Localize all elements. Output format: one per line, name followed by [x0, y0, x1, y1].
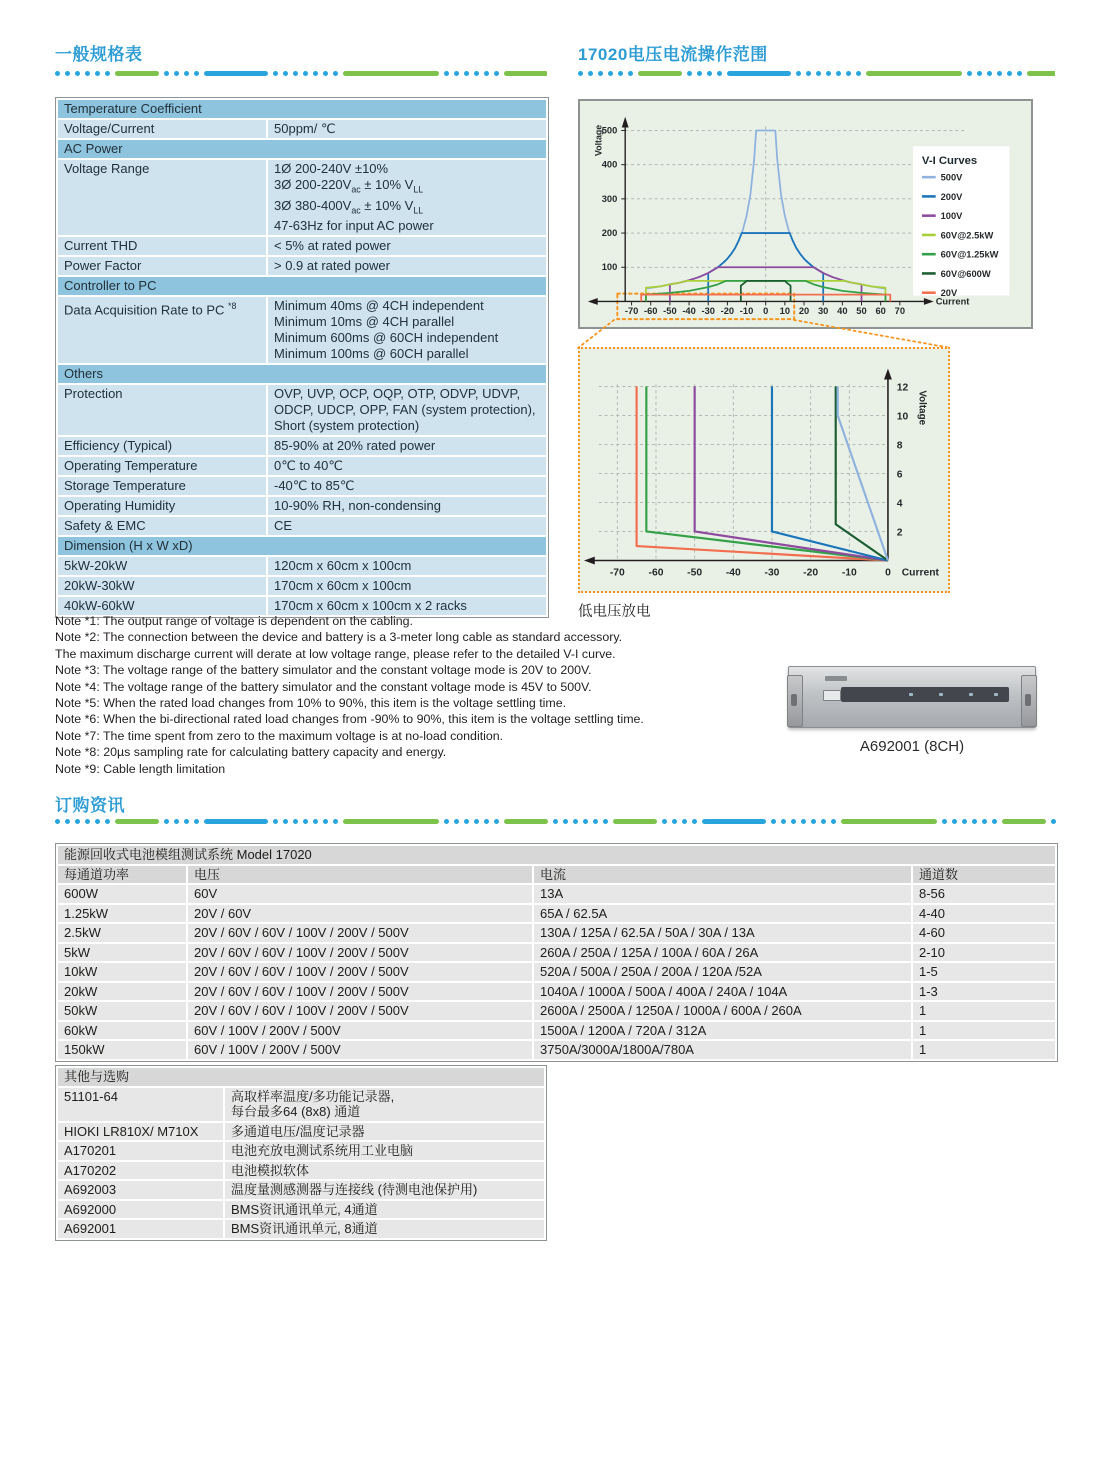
svg-text:200V: 200V	[940, 191, 963, 202]
section-divider	[578, 70, 1055, 76]
cell: 1040A / 1000A / 500A / 400A / 240A / 104A	[534, 983, 911, 1001]
svg-text:Voltage: Voltage	[593, 124, 604, 157]
spec-label-cell: Safety & EMC	[58, 517, 266, 535]
table-row	[58, 1162, 544, 1180]
spec-value-cell: > 0.9 at rated power	[268, 257, 546, 275]
spec-label-cell: Operating Temperature	[58, 457, 266, 475]
options-table	[56, 1066, 546, 1240]
svg-text:60V@1.25kW: 60V@1.25kW	[940, 249, 999, 260]
spec-label-cell: Voltage Range	[58, 160, 266, 235]
table-row	[58, 1142, 544, 1160]
option-desc-cell: 电池模拟软体	[225, 1162, 544, 1180]
note-line: Note *4: The voltage range of the battery simulator and the constant voltage mode is 45V to 500V.	[55, 679, 592, 694]
rack-ear-left	[787, 675, 803, 727]
option-desc-cell: BMS资讯通讯单元, 4通道	[225, 1201, 544, 1219]
svg-text:-20: -20	[803, 567, 819, 579]
options-header-row	[58, 1068, 544, 1086]
cell: 150kW	[58, 1041, 186, 1059]
spec-value-cell: 50ppm/ ℃	[268, 120, 546, 138]
cell: 60V	[188, 885, 532, 903]
device-led	[994, 693, 998, 696]
table-row	[58, 1088, 544, 1121]
spec-value-cell: 10-90% RH, non-condensing	[268, 497, 546, 515]
table-row	[58, 944, 1055, 962]
spec-data-row	[58, 437, 546, 455]
svg-text:0: 0	[885, 567, 891, 579]
rack-ear-right	[1021, 675, 1037, 727]
ordering-section-title: 订购资讯	[55, 796, 125, 815]
spec-value-cell: OVP, UVP, OCP, OQP, OTP, ODVP, UDVP, ODCP, UDCP, OPP, FAN (system protection), Short (system protection)	[268, 385, 546, 435]
cell: 20V / 60V / 60V / 100V / 200V / 500V	[188, 1002, 532, 1020]
svg-text:-40: -40	[725, 567, 741, 579]
spec-data-row	[58, 497, 546, 515]
svg-text:-30: -30	[764, 567, 780, 579]
cell: 2-10	[913, 944, 1055, 962]
option-model-cell: A170202	[58, 1162, 223, 1180]
column-header: 电流	[534, 866, 911, 884]
svg-text:12: 12	[896, 382, 909, 394]
table-row	[58, 1002, 1055, 1020]
cell: 13A	[534, 885, 911, 903]
cell: 3750A/3000A/1800A/780A	[534, 1041, 911, 1059]
svg-text:500: 500	[601, 125, 618, 136]
svg-text:-60: -60	[643, 306, 658, 317]
note-line: Note *2: The connection between the device and battery is a 3-meter long cable as standard accessory.	[55, 630, 623, 645]
cell: 1500A / 1200A / 720A / 312A	[534, 1022, 911, 1040]
svg-text:200: 200	[601, 228, 618, 239]
device-button	[823, 690, 841, 701]
spec-value-cell: < 5% at rated power	[268, 237, 546, 255]
spec-value-cell: 170cm x 60cm x 100cm	[268, 577, 546, 595]
spec-label-cell: Data Acquisition Rate to PC $^{*8}$	[58, 297, 266, 363]
svg-text:100: 100	[601, 262, 618, 273]
spec-section-row	[58, 140, 546, 158]
svg-text:-60: -60	[648, 567, 664, 579]
option-model-cell: A692000	[58, 1201, 223, 1219]
device-led	[969, 693, 973, 696]
svg-text:8: 8	[896, 440, 903, 452]
spec-value-cell: -40℃ to 85℃	[268, 477, 546, 495]
svg-text:100V: 100V	[940, 211, 963, 222]
spec-data-row	[58, 477, 546, 495]
low-voltage-discharge-caption: 低电压放电	[578, 604, 651, 620]
svg-text:Voltage: Voltage	[916, 390, 928, 426]
cell: 1	[913, 1041, 1055, 1059]
note-line: Note *6: When the bi-directional rated load changes from -90% to 90%, this item is the voltage settling time.	[55, 712, 644, 727]
option-desc-cell: 高取样率温度/多功能记录器, 每台最多64 (8x8) 通道	[225, 1088, 544, 1121]
spec-label-cell: Storage Temperature	[58, 477, 266, 495]
spec-label-cell: 20kW-30kW	[58, 577, 266, 595]
section-divider	[55, 818, 1056, 824]
svg-text:500V: 500V	[940, 172, 963, 183]
cell: 65A / 62.5A	[534, 905, 911, 923]
svg-text:-70: -70	[609, 567, 625, 579]
option-desc-cell: 电池充放电测试系统用工业电脑	[225, 1142, 544, 1160]
spec-value-cell: CE	[268, 517, 546, 535]
table-row	[58, 1041, 1055, 1059]
device-led	[909, 693, 913, 696]
cell: 1	[913, 1002, 1055, 1020]
table-row	[58, 885, 1055, 903]
ordering-title-row	[58, 846, 1055, 864]
cell: 60kW	[58, 1022, 186, 1040]
note-line: Note *1: The output range of voltage is dependent on the cabling.	[55, 614, 413, 628]
svg-text:0: 0	[763, 306, 769, 317]
vi-curves-svg	[580, 101, 1031, 327]
spec-label-cell: 40kW-60kW	[58, 597, 266, 615]
cell: 130A / 125A / 62.5A / 50A / 30A / 13A	[534, 924, 911, 942]
cell: 50kW	[58, 1002, 186, 1020]
svg-text:-10: -10	[841, 567, 857, 579]
option-model-cell: 51101-64	[58, 1088, 223, 1121]
table-row	[58, 1220, 544, 1238]
spec-table-wrap	[55, 97, 549, 618]
spec-data-row	[58, 257, 546, 275]
svg-text:-70: -70	[624, 306, 639, 317]
options-table-wrap	[55, 1065, 547, 1241]
note-line: Note *9: Cable length limitation	[55, 761, 226, 776]
svg-text:20V: 20V	[940, 288, 958, 299]
svg-text:70: 70	[894, 306, 906, 317]
cell: 60V / 100V / 200V / 500V	[188, 1041, 532, 1059]
table-row	[58, 1123, 544, 1141]
spec-data-row	[58, 297, 546, 363]
table-row	[58, 1201, 544, 1219]
device-front-strip	[841, 687, 1009, 702]
note-line: Note *7: The time spent from zero to the maximum voltage is at no-load condition.	[55, 728, 504, 743]
svg-text:10: 10	[779, 306, 791, 317]
cell: 4-60	[913, 924, 1055, 942]
cell: 20V / 60V / 60V / 100V / 200V / 500V	[188, 944, 532, 962]
notes-block	[55, 613, 785, 777]
options-table-body	[58, 1068, 544, 1238]
spec-data-row	[58, 457, 546, 475]
column-header: 通道数	[913, 866, 1055, 884]
svg-text:-30: -30	[701, 306, 715, 317]
cell: 10kW	[58, 963, 186, 981]
svg-text:4: 4	[896, 498, 903, 510]
spec-label-cell: Voltage/Current	[58, 120, 266, 138]
low-voltage-discharge-svg	[580, 349, 948, 591]
svg-text:-50: -50	[663, 306, 677, 317]
cell: 60V / 100V / 200V / 500V	[188, 1022, 532, 1040]
ordering-table-wrap	[55, 843, 1058, 1062]
spec-section-row	[58, 537, 546, 555]
cell: 260A / 250A / 125A / 100A / 60A / 26A	[534, 944, 911, 962]
spec-section-label: Dimension (H x W xD)	[58, 537, 546, 555]
spec-data-row	[58, 237, 546, 255]
table-row	[58, 1181, 544, 1199]
spec-value-cell: 85-90% at 20% rated power	[268, 437, 546, 455]
svg-text:-20: -20	[720, 306, 735, 317]
note-line: Note *5: When the rated load changes from 10% to 90%, this item is the voltage settling time.	[55, 696, 567, 711]
spec-label-cell: Operating Humidity	[58, 497, 266, 515]
cell: 20kW	[58, 983, 186, 1001]
cell: 5kW	[58, 944, 186, 962]
spec-section-label: AC Power	[58, 140, 546, 158]
option-model-cell: HIOKI LR810X/ M710X	[58, 1123, 223, 1141]
spec-section-title: 一般规格表	[55, 45, 143, 64]
spec-table-body	[58, 100, 546, 615]
cell: 20V / 60V / 60V / 100V / 200V / 500V	[188, 983, 532, 1001]
column-header: 电压	[188, 866, 532, 884]
spec-section-row	[58, 277, 546, 295]
cell: 600W	[58, 885, 186, 903]
cell: 20V / 60V	[188, 905, 532, 923]
svg-text:Current: Current	[935, 296, 970, 307]
svg-text:6: 6	[896, 469, 903, 481]
spec-label-cell: Protection	[58, 385, 266, 435]
spec-section-label: Temperature Coefficient	[58, 100, 546, 118]
ordering-header-row	[58, 866, 1055, 884]
device-led	[939, 693, 943, 696]
option-model-cell: A692003	[58, 1181, 223, 1199]
cell: 1-3	[913, 983, 1055, 1001]
column-header: 每通道功率	[58, 866, 186, 884]
spec-section-row	[58, 365, 546, 383]
svg-text:-10: -10	[739, 306, 754, 317]
spec-label-cell: 5kW-20kW	[58, 557, 266, 575]
cell: 20V / 60V / 60V / 100V / 200V / 500V	[188, 963, 532, 981]
low-voltage-discharge-chart	[578, 347, 950, 593]
option-desc-cell: 多通道电压/温度记录器	[225, 1123, 544, 1141]
table-row	[58, 1022, 1055, 1040]
svg-text:2: 2	[896, 527, 903, 539]
cell: 520A / 500A / 250A / 200A / 120A /52A	[534, 963, 911, 981]
spec-value-cell: 0℃ to 40℃	[268, 457, 546, 475]
section-divider	[55, 70, 547, 76]
svg-text:10: 10	[896, 411, 909, 423]
device-logo	[825, 676, 847, 681]
spec-data-row	[58, 557, 546, 575]
svg-text:60V@2.5kW: 60V@2.5kW	[940, 230, 994, 241]
option-desc-cell: 温度量测感测器与连接线 (待测电池保护用)	[225, 1181, 544, 1199]
note-line: Note *3: The voltage range of the battery simulator and the constant voltage mode is 20V to 200V.	[55, 663, 592, 678]
cell: 1-5	[913, 963, 1055, 981]
svg-text:400: 400	[601, 159, 618, 170]
ordering-table-title: 能源回收式电池模组测试系统 Model 17020	[58, 846, 1055, 864]
device-image	[788, 666, 1036, 728]
ordering-table	[56, 844, 1057, 1061]
table-row	[58, 983, 1055, 1001]
cell: 1.25kW	[58, 905, 186, 923]
svg-text:60V@600W: 60V@600W	[940, 268, 991, 279]
spec-data-row	[58, 385, 546, 435]
spec-label-cell: Current THD	[58, 237, 266, 255]
cell: 2.5kW	[58, 924, 186, 942]
svg-text:V-I Curves: V-I Curves	[921, 154, 978, 167]
svg-text:300: 300	[601, 193, 618, 204]
note-line: The maximum discharge current will derate at low voltage range, please refer to the detailed V-I curve.	[55, 646, 616, 661]
spec-value-cell: Minimum 40ms @ 4CH independent Minimum 10ms @ 4CH parallel Minimum 600ms @ 60CH independent Minimum 100ms @ 60CH parallel	[268, 297, 546, 363]
table-row	[58, 924, 1055, 942]
option-model-cell: A170201	[58, 1142, 223, 1160]
svg-text:-50: -50	[687, 567, 703, 579]
cell: 4-40	[913, 905, 1055, 923]
callout-connector	[560, 317, 1060, 351]
spec-table	[56, 98, 548, 617]
svg-text:20: 20	[798, 306, 810, 317]
svg-text:Current: Current	[901, 567, 939, 579]
cell: 20V / 60V / 60V / 100V / 200V / 500V	[188, 924, 532, 942]
spec-data-row	[58, 517, 546, 535]
vi-curves-chart	[578, 99, 1033, 329]
spec-label-cell: Efficiency (Typical)	[58, 437, 266, 455]
spec-data-row	[58, 577, 546, 595]
spec-section-row	[58, 100, 546, 118]
spec-section-label: Controller to PC	[58, 277, 546, 295]
svg-text:50: 50	[856, 306, 867, 317]
svg-text:60: 60	[875, 306, 886, 317]
cell: 8-56	[913, 885, 1055, 903]
note-line: Note *8: 20µs sampling rate for calculating battery capacity and energy.	[55, 745, 447, 760]
spec-value-cell: 120cm x 60cm x 100cm	[268, 557, 546, 575]
spec-section-label: Others	[58, 365, 546, 383]
option-desc-cell: BMS资讯通讯单元, 8通道	[225, 1220, 544, 1238]
options-table-title: 其他与选购	[58, 1068, 544, 1086]
option-model-cell: A692001	[58, 1220, 223, 1238]
svg-text:40: 40	[837, 306, 848, 317]
chart-section-title: 17020电压电流操作范围	[578, 45, 768, 64]
spec-value-cell: 170cm x 60cm x 100cm x 2 racks	[268, 597, 546, 615]
spec-value-cell: 1Ø 200-240V ±10% 3Ø $200-220V_{ac} \pm 10\%$ $V_{LL}$ 3Ø $380-400V_{ac} \pm 10\%$ $V_{LL}$ 47-63Hz for input AC power	[268, 160, 546, 235]
spec-label-cell: Power Factor	[58, 257, 266, 275]
table-row	[58, 905, 1055, 923]
svg-text:-40: -40	[682, 306, 696, 317]
table-row	[58, 963, 1055, 981]
ordering-table-body	[58, 846, 1055, 1059]
cell: 1	[913, 1022, 1055, 1040]
cell: 2600A / 2500A / 1250A / 1000A / 600A / 260A	[534, 1002, 911, 1020]
device-caption: A692001 (8CH)	[859, 738, 965, 755]
spec-data-row	[58, 120, 546, 138]
spec-data-row	[58, 160, 546, 235]
svg-text:30: 30	[817, 306, 829, 317]
